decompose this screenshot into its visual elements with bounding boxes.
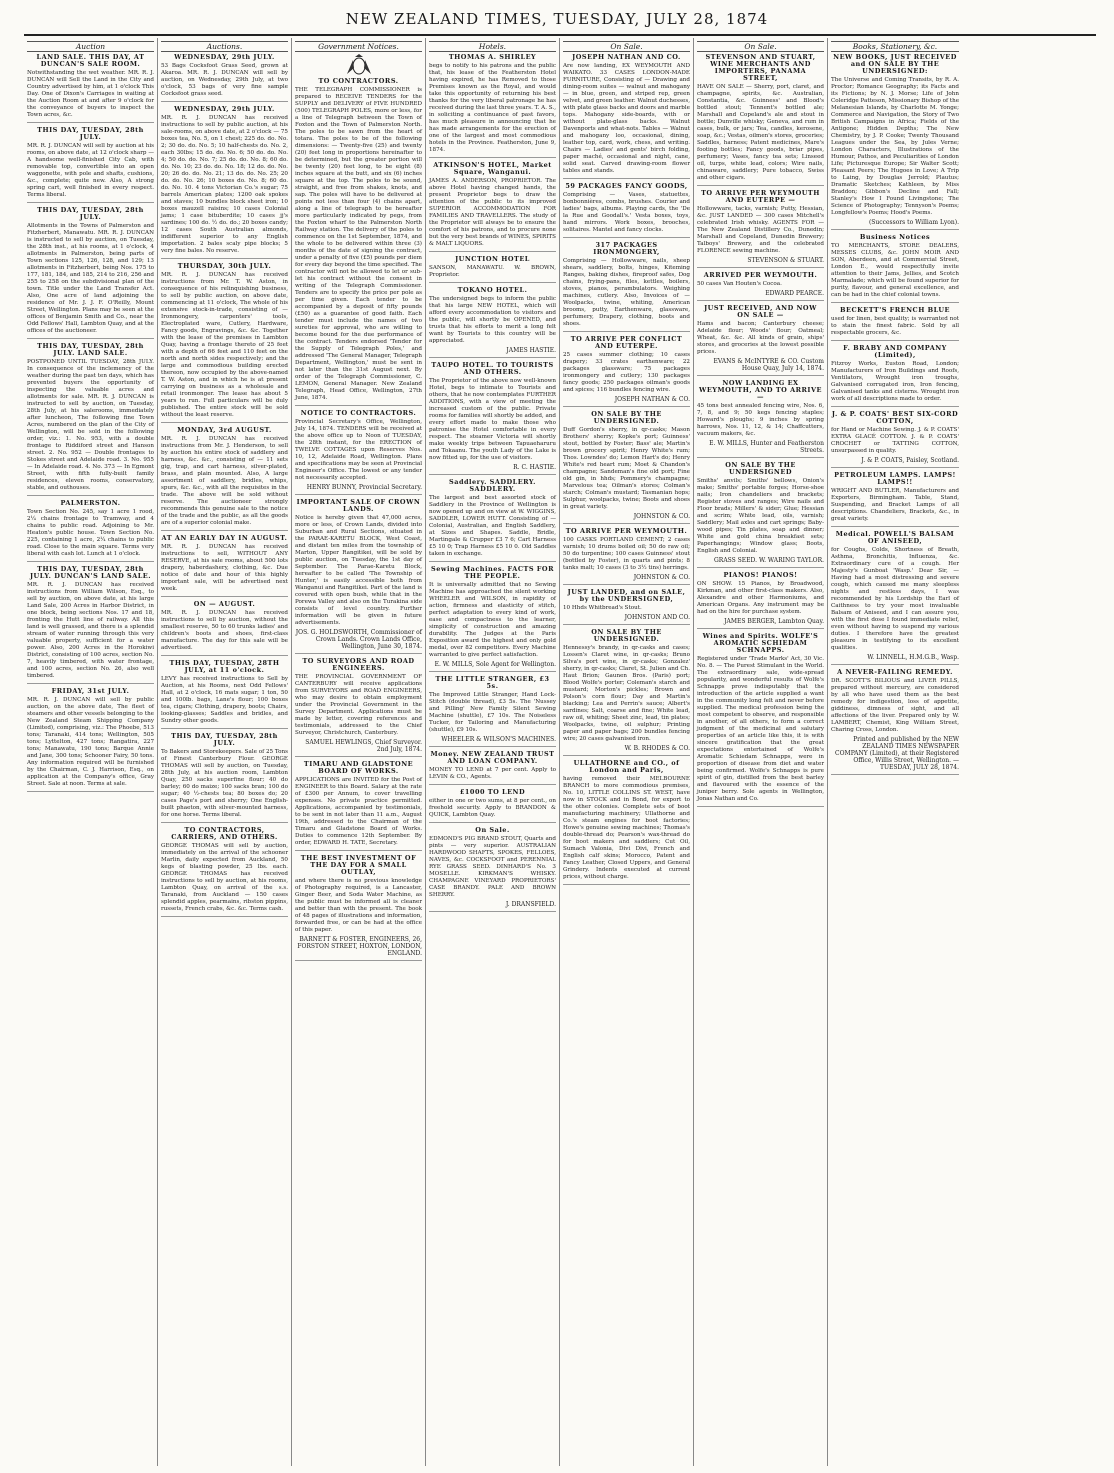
ad-body: Duff Gordon's sherry, in qr-casks; Mason Brothers' sherry; Kopke's port; Guinness' stout, bottled by Foster; Bass' ale; Martin's brown grocery spirit; Henry White's rum; Thos. Lowndes' do; Lemon Hart's do; Henry White's red heart rum; Moet & Chandon's champagne; Sandeman's fine old port; Fine old gin, in hhds; Pommery's champagne; Marvelous tea; Oilman's stores; Colman's starch; Colman's mustard; Tasmanian hops; Sulphur, woolpacks, twine; Boots and shoes in great variety. xyxy=(563,427,690,510)
advertisement xyxy=(831,307,959,341)
ad-heading: WEDNESDAY, 29th JULY. xyxy=(174,105,275,113)
ad-heading: WEDNESDAY, 29th JULY. xyxy=(174,53,275,61)
ad-body: 53 Bags Cocksfoot Grass Seed, grown at Akaroa. MR. R. J. DUNCAN will sell by auction, on Wednesday, 29th July, at two o'clock, 53 bags of very fine sample Cocksfoot grass seed. xyxy=(161,63,288,97)
ad-heading: A NEVER-FAILING REMEDY. xyxy=(837,668,953,676)
advertisement xyxy=(429,287,556,358)
advertisement xyxy=(563,336,690,407)
advertisement xyxy=(161,535,288,597)
advertisement xyxy=(27,500,154,562)
ad-heading: THIS DAY, TUESDAY, 28TH JULY, at 11 o'clock. xyxy=(169,659,280,674)
ad-heading: PIANOS! PIANOS! xyxy=(723,571,798,579)
column-2 xyxy=(158,38,292,1466)
advertisement xyxy=(563,411,690,524)
ad-heading: JUST RECEIVED, AND NOW ON SALE — xyxy=(704,304,817,319)
advertisement xyxy=(831,234,959,303)
advertisement xyxy=(27,207,154,339)
ad-body: having removed their MELBOURNE BRANCH to more commodious premises, No. 10, LITTLE COLLINS ST. WEST, have now in STOCK and in Bond, for export to the other colonies. Complete sets of boot manufacturing machinery; Ullathorne and Co.'s steam engines for boot factories; Howe's genuine sewing machines; Thomas's double-thread do; Pearson's wax-thread do for boot makers and saddlers; Cut Oil, Sumach Valonia, Divi Divi, French and English calf skins; Morocco, Patent and Fancy Leather, Closed Uppers, and General Grindery. Indents executed at current prices, without charge. xyxy=(563,776,690,880)
ad-heading: F. BRABY AND COMPANY (Limited), xyxy=(843,344,947,359)
advertisement xyxy=(27,688,154,792)
ad-body: THE TELEGRAPH COMMISSIONER is prepared to RECEIVE TENDERS for the SUPPLY and DELIVERY of FIVE HUNDRED (500) TELEGRAPH POLES, more or less, for a line of Telegraph between the Town of Foxton and the Town of Palmerston North. The poles to be sawn from the heart of totara. The poles to be of the following dimensions: — Twenty-five (25) and twenty (20) feet long in proportions hereinafter to be determined, but the greater portion will be twenty (20) feet long, to be eight (8) inches square at the butt, and six (6) inches square at the top. The poles to be sound, straight, and free from shakes, knots, and sap. The poles will have to be delivered at points not less than four (4) chains apart, along a line of telegraph to be hereafter more particularly indicated by pegs, from the Foxton wharf to the Palmerston North Railway station. The delivery of the poles to commence on the 1st September, 1874, and the whole to be delivered within three (3) months of the date of signing the contract, under a penalty of five (£5) pounds per diem for every day beyond the time specified. The contractor will not be allowed to let or sub-let his contract without the consent in writing of the Telegraph Commissioner. Tenders are to specify the price per pole as per time given. Each tender to be accompanied by a deposit of fifty pounds (£50) as a guarantee of good faith. Each tender must include the names of two sureties for approval, who are willing to become bound for the due performance of the contract. Tenders endorsed 'Tender for the Supply of Telegraph Poles,' and addressed 'The General Manager, Telegraph Department, Wellington,' must be sent in not later than the 31st August next. By order of the Telegraph Commissioner, C. LEMON, General Manager. New Zealand Telegraph, Head Office, Wellington, 27th June, 1874. xyxy=(295,87,422,401)
ad-signature: EDWARD PEARCE. xyxy=(765,290,824,297)
ad-heading: TIMARU AND GLADSTONE BOARD OF WORKS. xyxy=(303,760,414,775)
advertisement xyxy=(697,305,824,376)
advertisement xyxy=(429,751,556,785)
ad-heading: THURSDAY, 30th JULY. xyxy=(177,262,272,270)
ad-signature: JOS. G. HOLDSWORTH, Commissioner of Crown Lands. Crown Lands Office, Wellington, June 30, 1874. xyxy=(295,629,422,650)
section-heading: Auctions. xyxy=(161,41,288,52)
column-6 xyxy=(694,38,828,1466)
ad-body: SANSON, MANAWATU. W. BROWN, Proprietor. xyxy=(429,265,556,278)
ad-body: The undersigned begs to inform the public that his large NEW HOTEL, which will afford every accommodation to visitors and the public, will shortly be OPENED, and trusts that his efforts to merit a long felt want by Tourists to this country will be appreciated. xyxy=(429,296,556,344)
section-heading: Government Notices. xyxy=(295,41,422,52)
advertisement xyxy=(27,566,154,684)
ad-body: The largest and best assorted stock of Saddlery in the Province of Wellington is now opened up and on view at W. WIGGINS, SADDLER, LOWER HUTT. Consisting of — Colonial, Australian, and English Saddlery, at Sizes and Shapes. Saddle, Bridle, Martingale & Crupper £3 7 6; Cart Harness £5 10 0; Trap Harness £5 10 0. Old Saddles taken in exchange. xyxy=(429,495,556,557)
ad-heading: PALMERSTON. xyxy=(60,499,121,507)
ad-body: POSTPONED UNTIL TUESDAY, 28th JULY. In consequence of the inclemency of the weather during the past ten days, which has prevented buyers the opportunity of inspecting the valuable acres and allotments for sale. MR. R. J. DUNCAN is instructed to sell by auction, on Tuesday, 28th July, at his salerooms, immediately after luncheon, The following fine Town Acres, numbered on the plan of the City of Wellington, will be sold in the following order, viz.: 1. No. 953, with a double frontage to Riddiford street and Hanson street. 2. No. 952 — Double frontages to Stokes street and Adelaide road. 3. No. 955 — In Adelaide road. 4. No. 373 — In Egmont Street, with fifth fully-built family residences, eleven rooms, conservatory, stable, and outhouses. xyxy=(27,359,154,491)
ad-heading: Money. NEW ZEALAND TRUST AND LOAN COMPANY. xyxy=(430,750,555,765)
advertisement xyxy=(295,78,422,406)
ad-body: Fitzroy Works, Euston Road, London; Manufacturers of Iron Buildings and Roofs, Ventilators, Wrought iron troughs, Galvanised corrugated iron, Iron fencing, Galvanised tanks and cisterns. Wrought iron work of all descriptions made to order. xyxy=(831,361,959,402)
columns-container xyxy=(24,38,1096,1466)
ad-body: used for linen, best quality; is warranted not to stain the finest fabric. Sold by all respectable grocers, &c. xyxy=(831,316,959,336)
ad-signature: W. B. RHODES & CO. xyxy=(624,745,690,752)
ad-heading: NOTICE TO CONTRACTORS. xyxy=(300,409,417,417)
advertisement xyxy=(161,427,288,531)
ad-heading: THE LITTLE STRANGER, £3 5s. xyxy=(435,675,550,690)
ad-signature: HENRY BUNNY, Provincial Secretary. xyxy=(306,484,422,491)
ad-heading: PETROLEUM LAMPS. LAMPS! LAMPS!! xyxy=(834,471,956,486)
ad-heading: Saddlery. SADDLERY. SADDLERY. xyxy=(449,478,536,493)
ad-signature: JAMES HASTIE. xyxy=(506,347,556,354)
ad-heading: ULLATHORNE and CO., of London and Paris, xyxy=(573,759,680,774)
ad-heading: Medical. POWELL'S BALSAM OF ANISEED, xyxy=(835,530,955,545)
advertisement xyxy=(295,410,422,495)
ad-body: for Coughs, Colds, Shortness of Breath, Asthma, Bronchitis, Influenza, &c. Extraordinary cure of a cough. Her Majesty's Gunboat 'Wasp.' Dear Sir, — Having had a most distressing and severe cough, which caused me many sleepless nights and restless days, I was recommended by his Lordship the Earl of Caithness to try your most invaluable Balsam of Aniseed, and I can assure you, with the first dose I found immediate relief, even without having to suspend my various duties. I therefore have the greatest pleasure in testifying to its excellent qualities. xyxy=(831,547,959,651)
advertisement xyxy=(831,54,959,230)
advertisement xyxy=(161,660,288,729)
ad-signature: GRASS SEED. W. WARING TAYLOR. xyxy=(714,557,824,564)
ad-body: MONEY TO LEND at 7 per cent. Apply to LEVIN & CO., Agents. xyxy=(429,767,556,780)
column-5 xyxy=(560,38,694,1466)
advertisement xyxy=(429,162,556,252)
advertisement xyxy=(697,380,824,458)
advertisement xyxy=(295,499,422,654)
ad-body: Smiths' anvils; Smiths' bellows, Onion's make; Smiths' portable forges; Horse-shoe nails; Iron chandeliers and brackets; Register stoves and ranges; Wire nails and Floor brads; Millers' & sider; Glue; Hessian and scrim; White lead, oils, varnish; Saddlery; Mail axles and cart springs; Baby-wood pipes; Tin plates, soap and dinner; White and gold china breakfast sets; Paperhangings; Window glass; Boots, English and Colonial. xyxy=(697,478,824,554)
ad-heading: THIS DAY, TUESDAY, 28th JULY. xyxy=(37,126,144,141)
ad-body: GEORGE THOMAS will sell by auction, immediately on the arrival of the schooner Marlin, daily expected from Auckland, 50 kegs of blasting powder, 25 lbs. each. GEORGE THOMAS has received instructions to sell by auction, at his rooms, Lambton Quay, on arrival of the s.s. Taranaki, from Auckland — 150 cases splendid apples, pearmains, ribston pippins, russets, French crabs, &c. &c. Terms cash. xyxy=(161,843,288,912)
ad-body: Notice is hereby given that 47,000 acres, more or less, of Crown Lands, divided into Suburban and Rural Sections, situated in the PARAE-KARETU BLOCK, West Coast, and distant ten miles from the township of Marton, Upper Rangitikei, will be sold by public auction, on Tuesday, the 1st day of September. The Parae-Karetu Block, hereafter to be called 'The Township of Hunter,' is easily accessible both from Wanganui and Rangitikei. Part of the land is covered with open bush, while that in the Porewa Valley and also on the Turakina side consists of level country. Further information will be given in future advertisements. xyxy=(295,515,422,626)
advertisement xyxy=(831,669,959,775)
ad-body: Comprising — Vases, statuettes, bonbonnières, combs, brushes. Courier and ladies' bags, albums. Playing cards, the 'De la Rue and Goodall's.' Vesta boxes, toys, hand mirrors. Work boxes, brooches, solitaires. Mantel and fancy clocks. xyxy=(563,192,690,233)
ad-heading: 59 PACKAGES FANCY GOODS, xyxy=(565,182,688,190)
advertisement xyxy=(563,183,690,238)
ad-heading: 317 PACKAGES IRONMONGERY, xyxy=(593,241,660,256)
ad-signature: STEVENSON & STUART. xyxy=(747,257,824,264)
advertisement xyxy=(161,733,288,823)
ad-body: Allotments in the Towns of Palmerston and Fitzherbert, Manawatu. MR. R. J. DUNCAN is instructed to sell by auction, on Tuesday, the 28th inst., at his rooms, at 1 o'clock, 4 allotments in Palmerston, being parts of Town sections 125, 126, 128, and 129; 13 allotments in Fitzherbert, being Nos. 175 to 177, 181, 184, and 185, 214 to 216, 256 and 255 to 258 on the subdivisional plan of the town. Title under the Land Transfer Act. Also, One acre of land adjoining the residence of Mr. J. J. F. O'Reilly, Mount Street, Wellington. Plans may be seen at the offices of Benjamin Smith and Co., near the Odd Fellows' Hall, Lambton Quay, and at the offices of the auctioneer. xyxy=(27,223,154,334)
royal-crest-icon xyxy=(344,54,374,76)
ad-heading: ON SALE BY THE UNDERSIGNED. xyxy=(591,628,662,643)
advertisement xyxy=(161,601,288,656)
advertisement xyxy=(563,528,690,585)
ad-heading: JOSEPH NATHAN AND CO. xyxy=(572,53,681,61)
advertisement xyxy=(429,827,556,912)
ad-body: The Universe and Coming Transits, by R. A. Proctor; Romance Geography; its Facts and its Fictions; by N. J. Morse; Life of John Coleridge Patteson, Missionary Bishop of the Melanesian Islands, by Charlotte M. Yonge; Commerce and Navigation, the Story of Two British Campaigns in Africa; Fields of the Antigone; Hidden Depths; The New Chemistry, by J. P. Cooke; Twenty Thousand Leagues under the Sea, by Jules Verne; London Characters, Illustrations of the Humour, Pathos, and Peculiarities of London Life; Picturesque Europe; Sir Walter Scott; Pleasant Peers; The Hugoes in Love; A Trip to Laing, by Douglas Jerrold; Plautus; Dramatic Sketches; Kathleen, by Miss Braddon; Gibbon's Decline and Fall; Stanley's How I Found Livingstone; The Science of Photography; Tennyson's Poems; Longfellow's Poems; Hood's Poems. xyxy=(831,77,959,216)
ad-body: It is universally admitted that no Sewing Machine has approached the silent working WHEELER and WILSON, in rapidity of action, firmness and elasticity of stitch, perfect adaptation to every kind of work, ease and compactness to the learner, simplicity of construction and amazing durability. The Judges at the Paris Exposition award the highest and only gold medal, over 82 competitors. Every Machine warranted to give perfect satisfaction. xyxy=(429,582,556,658)
ad-heading: NEW BOOKS, JUST RECEIVED and ON SALE BY THE UNDERSIGNED: xyxy=(833,53,957,75)
ad-body: TO MERCHANTS, STORE DEALERS, MESSES CLUBS, &c. JOHN MOIR AND SON, Aberdeen, and at Commercial Street, London E., would respectfully invite attention to their Jams, Jellies, and Scotch Marmalade; which will be found superior for purity, flavour, and general excellence, and can be had in the chief colonial towns. xyxy=(831,243,959,298)
ad-body: Hennessy's brandy, in qr-casks and cases; Lossen's Claret wine, in qr-casks; Bruno Silva's port wine, in qr-casks; Gonzalez' sherry, in qr-casks; Claret, St. Julien and Ch. Haut Brion; Gaunen Bros. (Paris) port; Blood Wolfe's porter; Coleman's starch and mustard; Morton's pickles; Brown and Polson's corn flour; Day and Martin's blacking; Lea and Perrin's sauce; Albert's sardines; Salt, coarse and fine; White lead, raw oil, whiting; Sheet zinc, lead, tin plates; Woolpacks, twine, oil sulphur; Printing paper and paper bags; 200 bundles fencing wire; 20 cases galvanised iron. xyxy=(563,645,690,742)
ad-body: Are now landing, EX WEYMOUTH AND WAIKATO. 33 CASES LONDON-MADE FURNITURE, Consisting of — Drawing and dining-room suites — walnut and mahogany — in blue, green, and striped rep, green velvet, and green leather. Walnut duchesses, with plate glass backs and doors and marble tops. Mahogany side-boards, with or without plate-glass backs. Walnut Davenports and what-nots. Tables — Walnut and mahogany loo, occasional, dining, leather top, card, work, chess, and writing. Chairs — Ladies' and gents' birch folding, paper maché, occasional and night, cane, solid seat. Carved drawing-room flower tables and stands. xyxy=(563,63,690,174)
ad-signature: JOSEPH NATHAN & CO. xyxy=(614,396,690,403)
ad-body: Hams and bacon; Canterbury cheese; Adelaide flour; Woods' flour; Oatmeal; Wheat, &c. &c. All kinds of grain, ships' stores, and groceries at the lowest possible prices. xyxy=(697,321,824,355)
advertisement xyxy=(161,106,288,259)
ad-signature: EVANS & McINTYRE & CO. Custom House Quay, July 14, 1874. xyxy=(713,358,824,372)
advertisement xyxy=(27,54,154,123)
ad-signature: JOHNSTON & CO. xyxy=(633,574,690,581)
ad-heading: ATKINSON'S HOTEL, Market Square, Wanganui. xyxy=(433,161,552,176)
ad-heading: THIS DAY, TUESDAY, 28th JULY. xyxy=(37,206,144,221)
ad-body: MR. R. J. DUNCAN will sell by auction at his rooms, on above date, at 12 o'clock sharp — A handsome well-finished City Cab, with removable top, convertible into an open waggonette, with pole and shafts, cushions, &c., complete; quite new. Also, A strong spring cart, well finished in every respect. Terms liberal. xyxy=(27,143,154,198)
ad-signature: JOHNSTON AND CO. xyxy=(624,614,690,621)
ad-body: Notwithstanding the wet weather. MR. R. J. DUNCAN will Sell the Land in the City and Country advertised by him, at 1 o'clock This Day. One of Dixon's Carriages in waiting at the Auction Room at and after 9 o'clock for the conveyance of buyers to inspect the Town acres, &c. xyxy=(27,70,154,118)
advertisement xyxy=(831,472,959,527)
advertisement xyxy=(831,531,959,665)
ad-signature: R. C. HASTIE. xyxy=(513,464,556,471)
ad-heading: THE BEST INVESTMENT OF THE DAY FOR A SMALL OUTLAY, xyxy=(300,854,417,876)
ad-heading: THIS DAY, TUESDAY, 28th JULY. xyxy=(171,732,278,747)
advertisement xyxy=(697,462,824,568)
ad-body: Town Section No. 245, say 1 acre 1 rood, 2¼ chains frontage to Tramway, and 4 chains to public road. Adjoining to Mr. Heaton's public house. Town Section No. 225, containing 1 acre, 2¼ chains to public road. Close to the main square. Terms very liberal with cash lot. Lunch at 1 o'clock. xyxy=(27,509,154,557)
section-heading: On Sale. xyxy=(697,41,824,52)
advertisement xyxy=(161,263,288,423)
ad-heading: J. & P. COATS' BEST SIX-CORD COTTON, xyxy=(831,410,959,425)
ad-body: APPLICATIONS are INVITED for the Post of ENGINEER to this Board. Salary at the rate of £300 per Annum, to cover travelling expenses. No private practice permitted. Applications, accompanied by testimonials, to be sent in not later than 11 a.m., August 19th, addressed to the Chairman of the Timaru and Gladstone Board of Works. Duties to commence 12th September. By order, EDWARD H. TATE, Secretary. xyxy=(295,777,422,846)
ad-heading: MONDAY, 3rd AUGUST. xyxy=(177,426,272,434)
ad-body: DR. SCOTT'S BILIOUS and LIVER PILLS, prepared without mercury, are considered by all who have used them as the best remedy for indigestion, loss of appetite, giddiness, dimness of sight, and all affections of the liver. Prepared only by W. LAMBERT, Chemist, King William Street, Charing Cross, London. xyxy=(831,678,959,733)
ad-heading: LAND SALE. THIS DAY, AT DUNCAN'S SALE ROOM. xyxy=(36,53,145,68)
ad-signature: W. LINNELL, H.M.G.B., Wasp. xyxy=(867,654,959,661)
ad-heading: NOW LANDING EX WEYMOUTH, AND TO ARRIVE — xyxy=(699,379,822,401)
ad-body: 25 cases summer clothing; 10 cases drapery; 33 crates earthenware; 22 packages glassware; 75 packages ironmongery and cutlery; 130 packages fancy goods; 250 packages oilman's goods and spices; 116 bundles fencing wire. xyxy=(563,352,690,393)
ad-signature: J. & P. COATS, Paisley, Scotland. xyxy=(861,457,959,464)
ad-body: JAMES A. ANDERSON, PROPRIETOR. The above Hotel having changed hands, the present Proprietor begs to draw the attention of the public to its improved SUPERIOR ACCOMMODATION FOR FAMILIES AND TRAVELLERS. The study of the Proprietor will always be to ensure the comfort of his patrons, and to procure none but the very best brands of WINES, SPIRITS & MALT LIQUORS. xyxy=(429,178,556,247)
section-heading: On Sale. xyxy=(563,41,690,52)
advertisement xyxy=(697,54,824,186)
column-3 xyxy=(292,38,426,1466)
ad-heading: TO CONTRACTORS, CARRIERS, AND OTHERS. xyxy=(171,826,278,841)
advertisement xyxy=(27,343,154,496)
ad-body: To Bakers and Storekeepers. Sale of 25 Tons of Finest Canterbury Flour. GEORGE THOMAS will sell by auction, on Tuesday, 28th July, at his auction room, Lambton Quay, 250 sacks superfine flour; 40 do barley; 60 do maize; 100 sacks bran; 100 do sugar; 40 ½-chests tea; 80 boxes do; 20 cases Page's port and sherry; One English-built phaeton, with silver-mounted harness, for one horse. Terms liberal. xyxy=(161,749,288,818)
ad-heading: Wines and Spirits. WOLFE'S AROMATIC SCHIEDAM SCHNAPPS. xyxy=(702,632,819,654)
ad-heading: On Sale. xyxy=(475,826,510,834)
ad-body: Comprising — Hollowware, nails, sheep shears, saddlery, bolts, hinges, Kiteming Ranges, baking dishes, fireproof safes, Dog chains, frying-pans, files, kettles, boilers, stoves, pianos, perambulators. Weighing machines, cutlery. Also, Invoices of — Woolpacks, twine, whiting, American brooms, putty, Earthenware, glassware, perfumery, Drapery, clothing, boots and shoes. xyxy=(563,258,690,327)
ad-body: EDMOND'S PIG BRAND STOUT, Quarts and pints — very superior. AUSTRALIAN HARDWOOD SHAFTS, SPOKES, FELLOES, NAVES, &c. COCKSFOOT and PERENNIAL RYE GRASS SEED. DINHARD'S No. 3 MOSELLE. KIRKMAN'S WHISKY. CHAMPAGNE VINEYARD PROPRIETORS' CASE BRANDY. PALE AND BROWN SHERRY. xyxy=(429,836,556,898)
advertisement xyxy=(295,658,422,757)
advertisement xyxy=(429,54,556,158)
advertisement xyxy=(697,272,824,301)
ad-heading: ARRIVED PER WEYMOUTH. xyxy=(703,271,818,279)
column-1 xyxy=(24,38,158,1466)
ad-body: MR. R. J. DUNCAN has received instructions from Mr. J. Henderson, to sell by auction his entire stock of saddlery and harness, &c. &c., consisting of — 11 sets gig, trap, and cart harness, silver-plated, brass, and plain mounted. Also, A large assortment of saddlery, bridles, whips, spurs, &c. &c., with all the requisites in the trade. The above will be sold without reserve. The auctioneer strongly recommends this genuine sale to the notice of the trade and the public, as all the goods are of a superior colonial make. xyxy=(161,436,288,526)
advertisement xyxy=(295,855,422,961)
ad-heading: THOMAS A. SHIRLEY xyxy=(448,53,537,61)
ad-signature: WHEELER & WILSON'S MACHINES. xyxy=(441,736,556,743)
ad-body: Hollowware, tacks, varnish; Putty, Hessian, &c. JUST LANDED — 300 cases Mitchell's celebrated Irish whisky. AGENTS FOR — The New Zealand Distillery Co., Dunedin; Marshall and Copeland, Dunedin Brewery; Talboys' Brewery, and the celebrated FLORENCE sewing machine. xyxy=(697,206,824,254)
ad-heading: TO CONTRACTORS. xyxy=(318,77,399,85)
advertisement xyxy=(563,589,690,625)
ad-body: The Improved Little Stranger, Hand Lock-Stitch (double thread), £3 5s. The 'Nussey and Pilling' New Family Silent Sewing Machine (shuttle), £7 10s. The Noiseless Tucker, for Tailoring and Manufacturing (shuttle), £9 10s. xyxy=(429,692,556,733)
ad-heading: JUNCTION HOTEL xyxy=(455,255,530,263)
advertisement xyxy=(697,633,824,807)
column-7 xyxy=(828,38,962,1466)
advertisement xyxy=(697,572,824,629)
ad-heading: TO SURVEYORS AND ROAD ENGINEERS. xyxy=(302,657,415,672)
ad-heading: JUST LANDED, and on SALE, by the UNDERSIGNED, xyxy=(567,588,686,603)
ad-body: for Hand or Machine Sewing. J. & P. COATS' EXTRA GLACÉ COTTON. J. & P. COATS' CROCHET or TATTING COTTON, unsurpassed in quality. xyxy=(831,427,959,454)
ad-body: WRIGHT AND BUTLER, Manufacturers and Exporters, Birmingham. Table, Stand, Suspending, and Bracket Lamps of all descriptions. Chandeliers, Brackets, &c., in great variety. xyxy=(831,488,959,522)
section-heading: Books, Stationery, &c. xyxy=(831,41,959,52)
ad-body: MR. R. J. DUNCAN will sell by public auction, on the above date, The fleet of steamers and other vessels belonging to the New Zealand Steam Shipping Company (Limited), comprising, viz.: The Phoebe, 513 tons; Taranaki, 414 tons; Wellington, 505 tons; Lyttelton, 427 tons; Rangatira, 227 tons; Manawatu, 190 tons; Barque Annie and Jane, 300 tons; Schooner Fairy, 50 tons. Any information required will be furnished by the Chairman, C. J. Harrison, Esq., on application at the Company's office, Gray Street. Sale at noon. Terms at sale. xyxy=(27,697,154,787)
ad-body: MR. R. J. DUNCAN has received instructions to sell by public auction, at his sale-rooms, on above date, at 2 o'clock — 75 boxes tea, No. 5, on 1 chest; 225 do. do. No. 2; 30 do. do. No. 5; 10 half-chests do. No. 2, each 30lbs; 15 do. do. No. 6; 50 do. do. No. 4; 50 do. do. No. 7; 25 do. do. No. 8; 60 do. do. No. 10; 23 do. do. No. 18; 12 do. do. No. 20; 26 do. do. No. 21; 13 do. do. No. 25; 20 do. do. No. 26; 10 boxes do. No. 8; 60 do. do. No. 10. 4 tons Victorian Co.'s sugar; 75 barrels American plates; 1200 oak spokes and staves; 10 bundles block sheet iron; 10 boxes mauzell raisins; 10 cases Colonial jams; 1 case bituberdite; 10 cases jj's sardines; 100 do. ½ do. do.; 20 boxes candy; 12 cases South Australian almonds, indifferent superior to any English importation. 2 bales scaly pipe blocks; 5 very fine bales. No reserve. xyxy=(161,115,288,254)
ad-heading: BECKETT'S FRENCH BLUE xyxy=(840,306,950,314)
section-heading: Auction xyxy=(27,41,154,52)
advertisement xyxy=(429,566,556,672)
ad-body: ON SHOW. 15 Pianos, by Broadwood, Kirkman, and other first-class makers. Also, Alexandre and other Harmoniums, and American Organs. Any instrument may be had on the hire for purchase system. xyxy=(697,581,824,615)
advertisement xyxy=(161,827,288,917)
advertisement xyxy=(831,345,959,407)
ad-heading: ON SALE BY THE UNDERSIGNED. xyxy=(591,410,662,425)
advertisement xyxy=(429,256,556,283)
ad-signature: E. W. MILLS, Sole Agent for Wellington. xyxy=(434,661,556,668)
advertisement xyxy=(563,629,690,756)
ad-heading: THIS DAY, TUESDAY, 28th JULY. LAND SALE. xyxy=(37,342,144,357)
ad-body: either in one or two sums, at 8 per cent., on freehold security. Apply to BRANDON & QUICK, Lambton Quay. xyxy=(429,798,556,818)
ad-heading: IMPORTANT SALE OF CROWN LANDS. xyxy=(296,498,421,513)
advertisement xyxy=(563,242,690,332)
ad-body: MR. R. J. DUNCAN has received instructions from William Wilson, Esq., to sell by auction, on above date, at his large Land Sale, 200 Acres in Harbor District, in one block, being sections Nos. 17 and 18, fronting the Hutt line of railway. All this land is well grassed, and there is a splendid stream of water running through this very valuable property, sufficient for a water power. Also, 200 Acres in the Horokiwi District, consisting of 100 acres, section No. 7, heavily timbered, with water frontage, and 100 acres, section No. 26, also well timbered. xyxy=(27,582,154,679)
ad-body: Registered under 'Trade Marks' Act, 30 Vic. No. 8. — The Purest Stimulant in the World. The extraordinary sale, wide-spread popularity, and wonderful results of Wolfe's Schnapps prove indisputably that the introduction of the article supplied a want in the community long felt and never before supplied. The medical profession being the most competent to observe, and responsible in another, of all others, to form a correct judgment of the medicinal and salutary properties of an article like this, it is with sincere gratification that the great expectations entertained of Wolfe's Aromatic Schiedam Schnapps, were in proportion of disease from diet and water being confirmed. Wolfe's Schnapps is pure spirit of gin, distilled from the best barley and flavoured with the essence of the juniper berry. Sole agents in Wellington, Jonas Nathan and Co. xyxy=(697,656,824,802)
ad-body: 10 Hhds Whitbread's Stout. xyxy=(563,605,642,611)
advertisement xyxy=(563,54,690,179)
ad-heading: TO ARRIVE PER WEYMOUTH. xyxy=(565,527,688,535)
ad-heading: £1000 TO LEND xyxy=(459,788,526,796)
ad-heading: Sewing Machines. FACTS FOR THE PEOPLE. xyxy=(431,565,554,580)
ad-heading: STEVENSON AND STUART, WINE MERCHANTS AND IMPORTERS, PANAMA STREET, xyxy=(705,53,816,82)
advertisement xyxy=(161,54,288,102)
ad-heading: ON SALE BY THE UNDERSIGNED xyxy=(725,461,796,476)
advertisement xyxy=(295,761,422,851)
ad-body: The Proprietor of the above now well-known Hotel, begs to intimate to Tourists and others, that he now contemplates FURTHER ADDITIONS, with a view of meeting the increased custom of the public. Private rooms for families will shortly be added, and every effort made to make those who patronise the Hotel comfortable in every respect. The steamer Victoria will shortly make weekly trips between Tapuaeharuru and Tokaanu. The youth Lady of the Lake is now fitted up, for the use of visitors. xyxy=(429,378,556,461)
ad-signature: J. DRANSFIELD. xyxy=(505,901,556,908)
ad-heading: TO ARRIVE PER WEYMOUTH AND EUTERPE — xyxy=(701,189,820,204)
ad-signature: E. W. MILLS, Hunter and Featherston Streets. xyxy=(709,440,824,454)
ad-signature: SAMUEL HEWLINGS, Chief Surveyor. 2nd July, 1874. xyxy=(305,739,422,753)
advertisement xyxy=(429,789,556,823)
masthead-rule xyxy=(24,34,1096,36)
ad-heading: TO ARRIVE PER CONFLICT AND EUTERPE. xyxy=(570,335,683,350)
ad-signature: JOHNSTON & CO. xyxy=(633,513,690,520)
column-4 xyxy=(426,38,560,1466)
ad-signature: Printed and published by the NEW ZEALAND TIMES NEWSPAPER COMPANY (Limited), at their Registered Office, Willis Street, Wellington. — TUESDAY, JULY 28, 1874. xyxy=(835,736,959,771)
ad-body: MR. R. J. DUNCAN has received instructions from Mr. T. W. Aston, in consequence of his relinquishing business, to sell by public auction, on above date, commencing at 11 o'clock, The whole of his extensive stock-in-trade, consisting of — Ironmongery, carpenters' tools, Electroplated ware, Cutlery, Hardware, Fancy goods, Engravings, &c. &c. Together with the lease of the premises in Lambton Quay, having a frontage thereto of 25 feet with a depth of 66 feet and 110 feet on the north and north sides respectively; and the large and commodious building erected thereon, now occupied by the above-named T. W. Aston, and in which he is at present carrying on business as a wholesale and retail ironmonger. The lease has about 5 years to run. Full particulars will be duly published. The entire stock will be sold without the least reserve. xyxy=(161,272,288,418)
ad-body: THE PROVINCIAL GOVERNMENT OF CANTERBURY will receive applications from SURVEYORS and ROAD ENGINEERS, who may desire to obtain employment under the Provincial Government in the Survey Department. Applications must be made by letter, covering references and testimonials, addressed to the Chief Surveyor, Christchurch, Canterbury. xyxy=(295,674,422,736)
ad-body: Provincial Secretary's Office, Wellington, July 14, 1874. TENDERS will be received at the above office up to Noon of TUESDAY, the 28th instant, for the ERECTION of TWELVE COTTAGES upon Reserves Nos. 10, 12, Adelaide Road, Wellington. Plans and specifications may be seen at Provincial Engineer's Office. The lowest or any tender not necessarily accepted. xyxy=(295,419,422,481)
ad-body: and where there is no previous knowledge of Photography required, is a Lancaster, Ginger Beer, and Soda Water Machine, as the public must be informed all is cleaner and better than with the present. The book of 48 pages of illustrations and information, forwarded free, or can be had at the office of this paper. xyxy=(295,878,422,933)
ad-signature: BARNETT & FOSTER, ENGINEERS, 26, FORSTON STREET, HOXTON, LONDON, ENGLAND. xyxy=(297,936,422,957)
ad-heading: AT AN EARLY DAY IN AUGUST. xyxy=(161,534,288,542)
section-heading: Hotels. xyxy=(429,41,556,52)
advertisement xyxy=(429,362,556,475)
ad-heading: TOKANO HOTEL. xyxy=(457,286,528,294)
ad-body: 50 cases Van Houten's Cocoa. xyxy=(697,281,782,287)
advertisement xyxy=(831,411,959,468)
ad-body: 45 tons best annealed fencing wire, Nos. 6, 7, 8, and 9; 50 kegs fencing staples; Howard's ploughs; 9 inches by spring harrows, Nos. 11, 12, & 14; Chaffcutters, vacuum makers, &c. xyxy=(697,403,824,437)
ad-body: MR. R. J. DUNCAN has received instructions to sell by auction, without the smallest reserve, 50 to 60 trunks ladies' and children's boots and shoes, first-class manufacture. The day for this sale will be advertised. xyxy=(161,610,288,651)
advertisement xyxy=(429,479,556,562)
advertisement xyxy=(563,760,690,885)
ad-heading: Business Notices xyxy=(859,233,931,241)
ad-signature: (Successors to William Lyon). xyxy=(868,219,959,226)
ad-heading: TAUPO HOTEL. TO TOURISTS AND OTHERS. xyxy=(431,361,554,376)
ad-body: HAVE ON SALE — Sherry, port, claret, and champagne, spirits, &c. Australian, Constantia, &c. Guinness' and Blood's bottled stout; Tennent's bottled ale; Marshall and Copeland's ale and stout in bottle; Dunville whisky; Geneva, and rum in cases, bulk, or jars; Tea, candles, kerosene, soap, &c.; Vestas, oilmen's stores, groceries; Saddles, harness; Patent medicines, Mare's footing bottles; Fancy goods, briar pipes, perfumery; Vases, fancy tea sets; Linseed oil, turps, white lead, colors; Wire nails, chinaware, saddlery; Pure tobacco, Swiss and other cigars. xyxy=(697,84,824,181)
ad-body: MR. R. J. DUNCAN has received instructions to sell, WITHOUT ANY RESERVE, at his sale rooms, about 500 lots drapery, haberdashery, clothing, &c. Due notice of date and hour of this highly important sale, will be advertised next week. xyxy=(161,544,288,592)
masthead: NEW ZEALAND TIMES, TUESDAY, JULY 28, 1874 xyxy=(345,10,769,28)
advertisement xyxy=(697,190,824,268)
ad-body: begs to notify to his patrons and the public that, his lease of the Featherston Hotel having expired, he has Removed to those Premises known as the Royal, and would take this opportunity of returning his best thanks for the very liberal patronage he has received during the last three years. T. A. S., in soliciting a continuance of past favors, has much pleasure in announcing that he has made arrangements for the erection of one of the largest and most commodious hotels in the Province. Featherston, June 9, 1874. xyxy=(429,63,556,153)
ad-heading: THIS DAY, TUESDAY, 28th JULY. DUNCAN'S LAND SALE. xyxy=(29,565,152,580)
ad-heading: ON — AUGUST. xyxy=(193,600,256,608)
advertisement xyxy=(27,127,154,203)
ad-signature: JAMES BERGER, Lambton Quay. xyxy=(724,618,824,625)
advertisement xyxy=(429,676,556,747)
ad-body: 100 CASKS PORTLAND CEMENT; 2 cases varnish; 10 drums boiled oil; 50 do raw oil; 50 do turpentine; 100 cases Guinness' stout (bottled by Foster), in quarts and pints; 8 tanks malt; 10 cases (3 to 3½ tins) herrings. xyxy=(563,537,690,571)
ad-heading: FRIDAY, 31st JULY. xyxy=(51,687,130,695)
ad-body: LEVY has received instructions to Sell by Auction, at his Rooms, next Odd Fellows' Hall, at 2 o'clock, 16 mats sugar; 1 ton, 50 and 100lb. bags, Lane's flour; 100 boxes tea, cigars; Clothing, drapery, boots; Chairs, looking-glasses; Saddles and bridles, and Sundry other goods. xyxy=(161,676,288,724)
